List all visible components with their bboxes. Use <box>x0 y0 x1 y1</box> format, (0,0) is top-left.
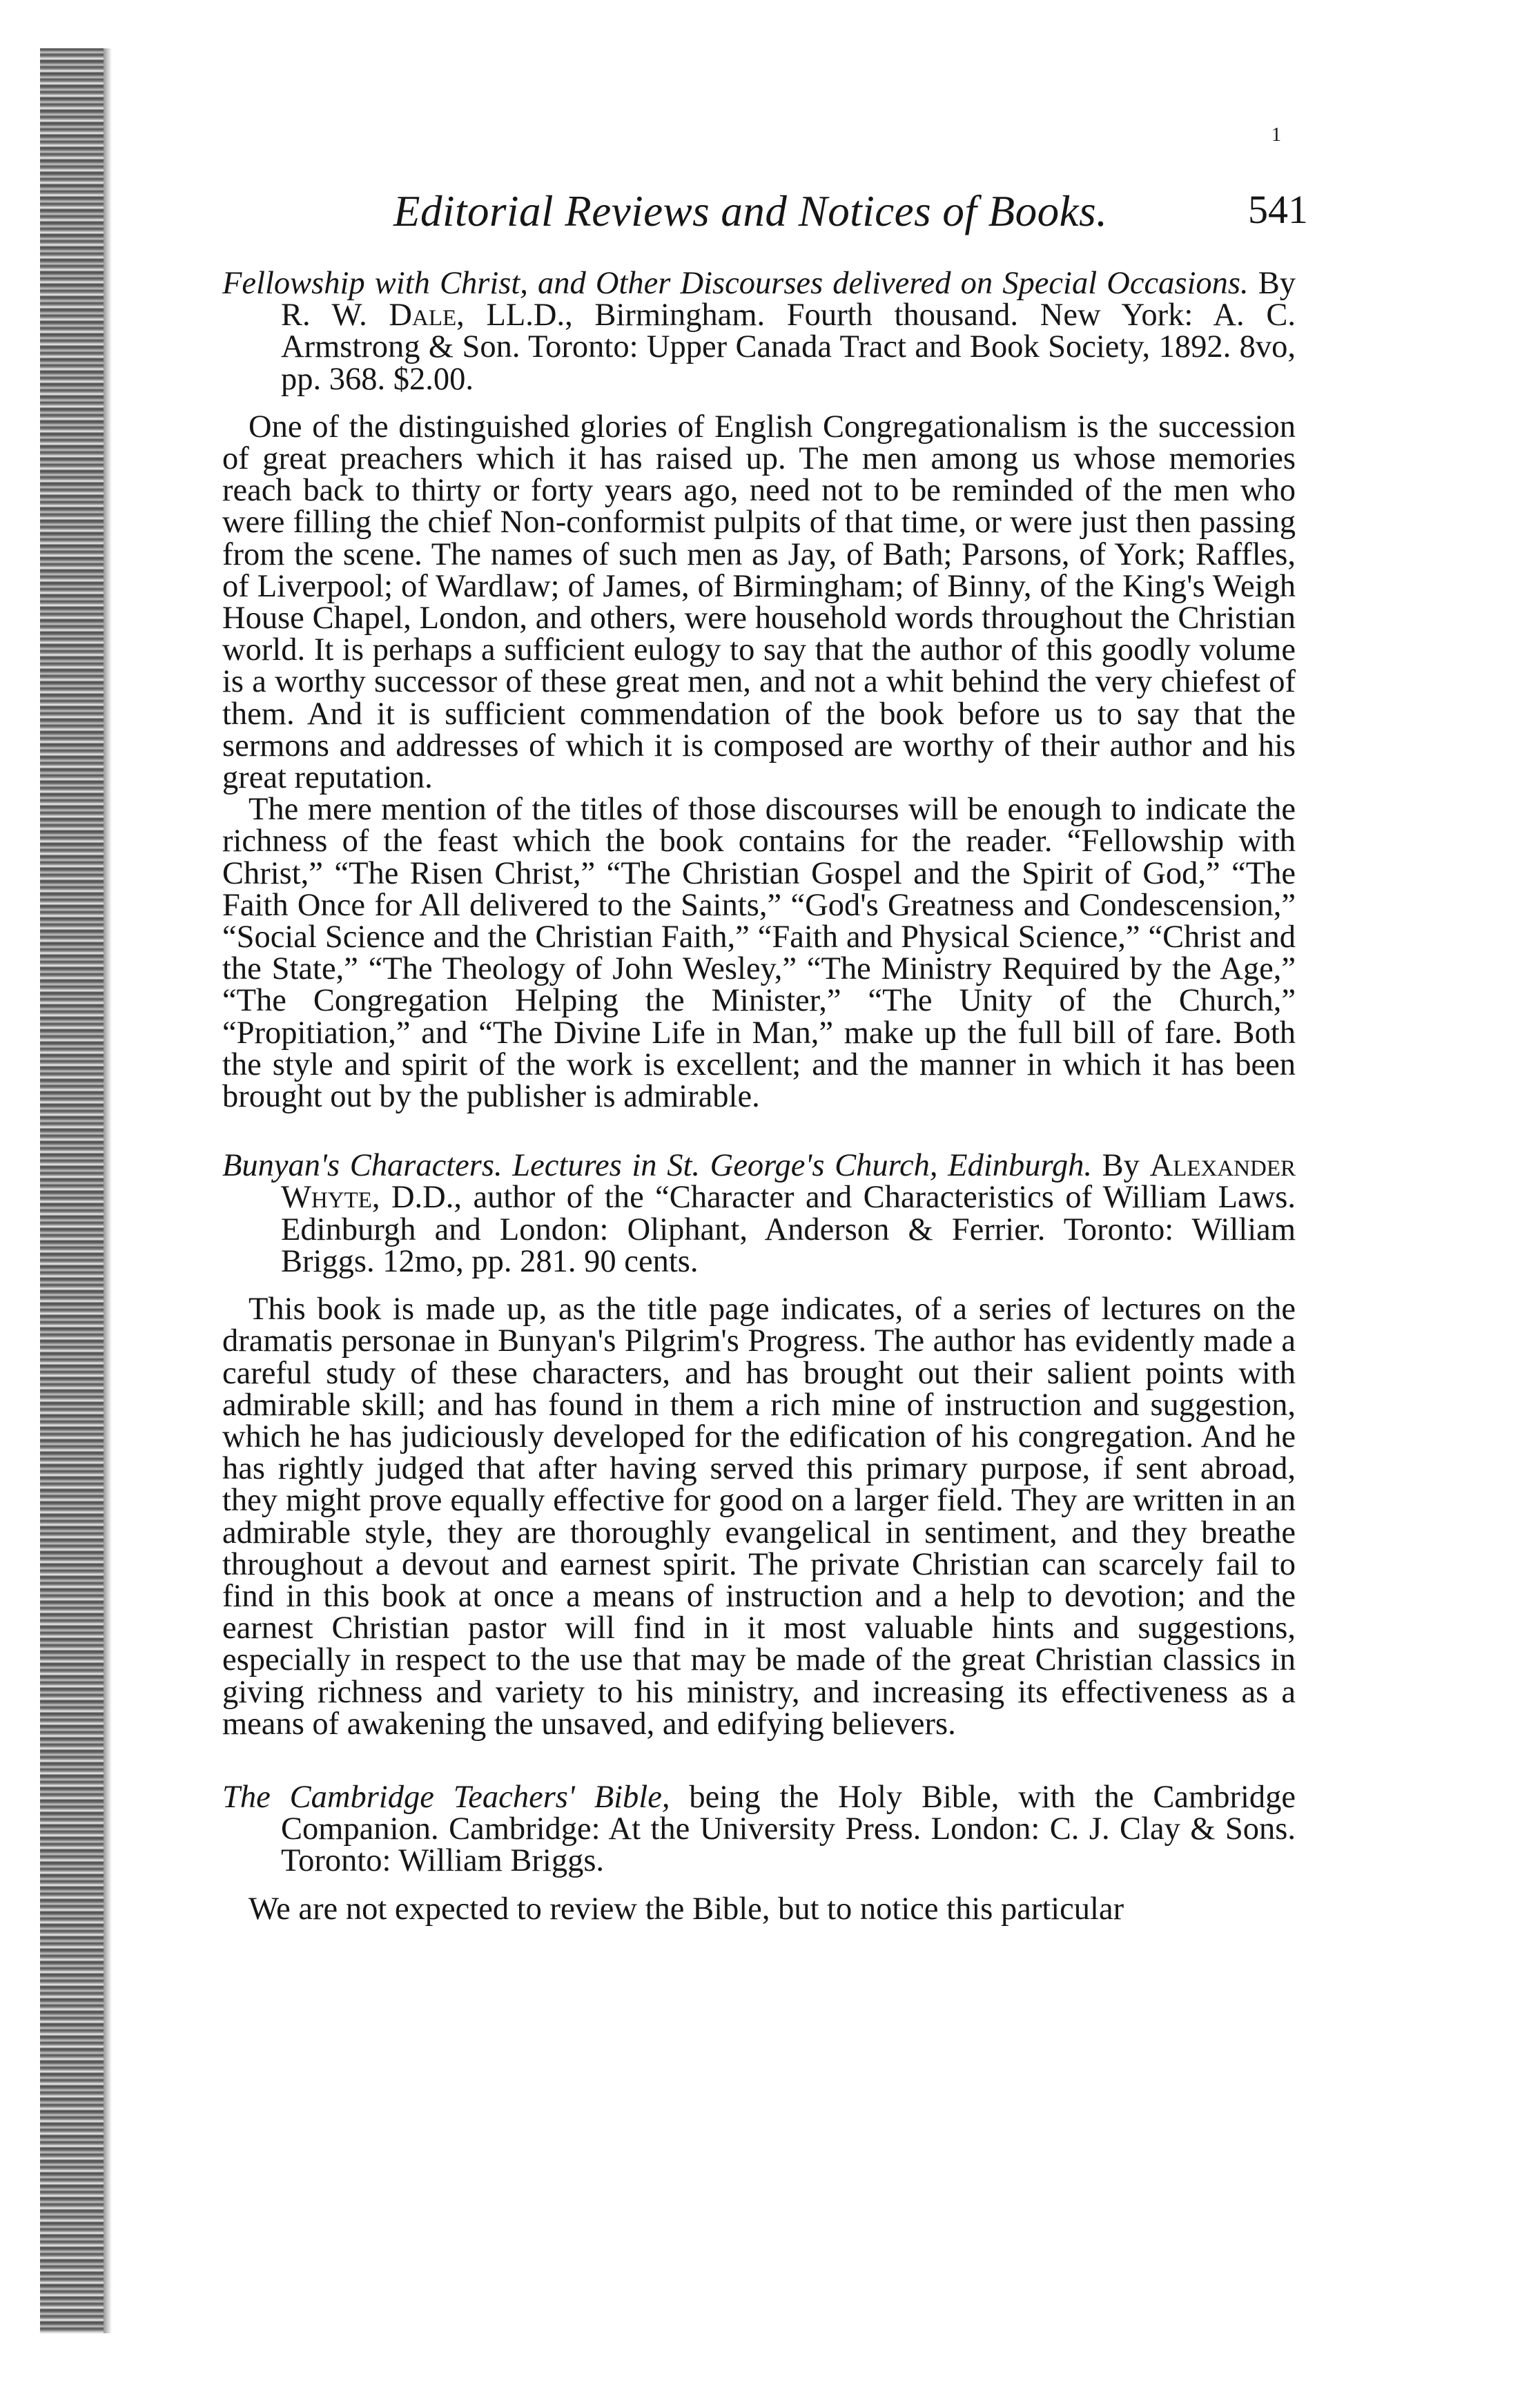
section-gap <box>222 1740 1296 1782</box>
book-title: Fellowship with Christ, and Other Discourses delivered on Special Occasions. <box>222 266 1249 301</box>
book-title: The Cambridge Teachers' Bible, <box>222 1779 670 1815</box>
running-head <box>221 186 1308 242</box>
book-title: Bunyan's Characters. Lectures in St. George's Church, Edinburgh. <box>222 1148 1092 1184</box>
section-gap <box>222 1113 1296 1150</box>
review-fellowship <box>222 268 1296 1113</box>
running-title: Editorial Reviews and Notices of Books. <box>393 187 1108 235</box>
page-content <box>222 268 1296 1925</box>
author-name: R. W. Dale <box>281 298 457 333</box>
author-prefix: By <box>1092 1148 1150 1184</box>
review-bunyan <box>222 1150 1296 1740</box>
page-number: 541 <box>1248 187 1308 232</box>
page-mark: 1 <box>1271 124 1281 146</box>
review-paragraph: The mere mention of the titles of those discourses will be enough to indicate the richness of the feast which the book contains for the reader. “Fellowship with Christ,” “The Risen Christ,” “The Christian Gospel and the Spirit of God,” “The Faith Once for All delivered to the Saints,” “God's Greatness and Condescension,” “Social Science and the Christian Faith,” “Faith and Physical Science,” “Christ and the State,” “The Theology of John Wesley,” “The Ministry Required by the Age,” “The Congregation Helping the Minister,” “The Unity of the Church,” “Propitiation,” and “The Divine Life in Man,” make up the full bill of fare. Both the style and spirit of the work is excellent; and the manner in which it has been brought out by the publisher is admirable. <box>222 792 1296 1115</box>
bibliographic-entry <box>222 1779 1296 1879</box>
review-cambridge-bible <box>222 1779 1296 1927</box>
author-name: Alexander Whyte <box>281 1148 1296 1216</box>
review-paragraph: We are not expected to review the Bible, but to notice this particular <box>248 1891 1124 1927</box>
imprint: , D.D., author of the “Character and Characteristics of William Laws. Edinburgh and London: Oliphant, Anderson & Ferrier. Toronto: William Briggs. 12mo, pp. 281. 90 cents. <box>281 1180 1296 1279</box>
binding-shadow <box>104 48 112 2333</box>
binding-edge <box>40 48 106 2333</box>
review-paragraph: One of the distinguished glories of English Congregationalism is the succession of great preachers which it has raised up. The men among us whose memories reach back to thirty or forty years ago, need not to be reminded of the men who were filling the chief Non-conformist pulpits of that time, or were just then passing from the scene. The names of such men as Jay, of Bath; Parsons, of York; Raffles, of Liverpool; of Wardlaw; of James, of Birmingham; of Binny, of the King's Weigh House Chapel, London, and others, were household words throughout the Christian world. It is perhaps a sufficient eulogy to say that the author of this goodly volume is a worthy successor of these great men, and not a whit behind the very chiefest of them. And it is sufficient commendation of the book before us to say that the sermons and addresses of which it is composed are worthy of their author and his great reputation. <box>222 409 1296 796</box>
author-prefix: By <box>1248 266 1296 301</box>
review-paragraph: This book is made up, as the title page indicates, of a series of lectures on the dramatis personae in Bunyan's Pilgrim's Progress. The author has evidently made a careful study of these characters, and has brought out their salient points with admirable skill; and has found in them a rich mine of instruction and suggestion, which he has judiciously developed for the edification of his congregation. And he has rightly judged that after having served this primary purpose, if sent abroad, they might prove equally effective for good on a larger field. They are written in an admirable style, they are thoroughly evangelical in sentiment, and they breathe throughout a devout and earnest spirit. The private Christian can scarcely fail to find in this book at once a means of instruction and a help to devotion; and the earnest Christian pastor will find in it most valuable hints and suggestions, especially in respect to the use that may be made of the great Christian classics in giving richness and variety to his ministry, and increasing its effectiveness as a means of awakening the unsaved, and edifying believers. <box>222 1292 1296 1742</box>
imprint: being the Holy Bible, with the Cambridge Companion. Cambridge: At the University Press. London: C. J. Clay & Sons. Toronto: William Briggs. <box>281 1779 1296 1879</box>
imprint: , LL.D., Birmingham. Fourth thousand. New York: A. C. Armstrong & Son. Toronto: Upper Canada Tract and Book Society, 1892. 8vo, pp. 368. $2.00. <box>281 298 1296 397</box>
bibliographic-entry <box>222 268 1296 396</box>
bibliographic-entry <box>222 1150 1296 1278</box>
